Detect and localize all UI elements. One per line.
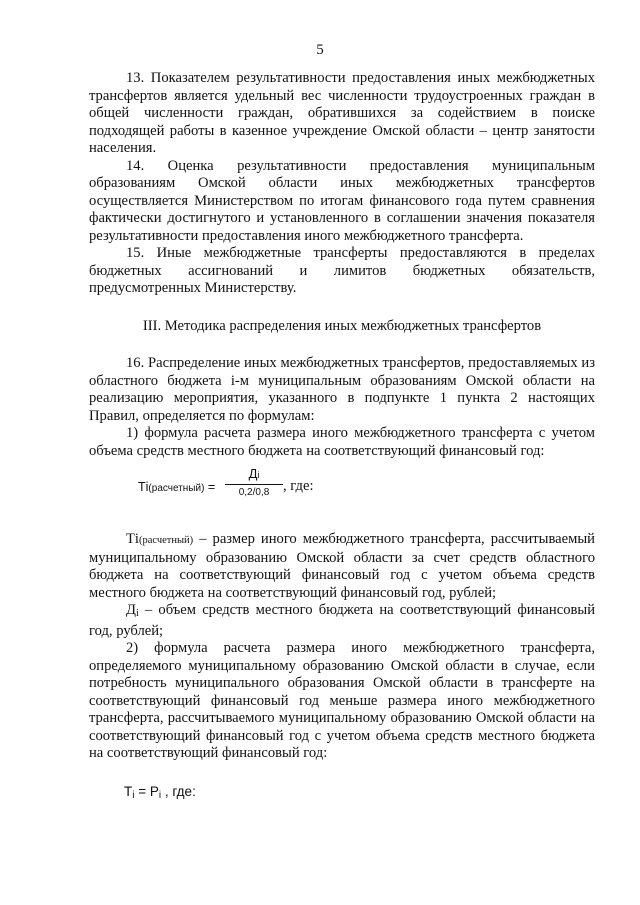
formula-1-tail: , где: — [283, 478, 314, 494]
formula-1-denominator: 0,2/0,8 — [238, 487, 270, 498]
definition-d-sub: i — [135, 608, 139, 619]
formula-2-lhs-sub: i — [132, 789, 135, 801]
formula-1-lhs — [138, 479, 215, 498]
formula-1-lhs-symbol: Тi — [138, 480, 149, 494]
definition-t-text: – размер иного межбюджетного трансферта, рассчитываемый муниципальному образованию Омской области за счет средств областного бюджета на соответствующий финансовый год с учетом объема средств местного бюджета на соответствующий финансовый год, рублей; — [89, 531, 595, 601]
formula-1-lhs-sub: (расчетный) — [148, 483, 205, 494]
item-1: 1) формула расчета размера иного межбюджетного трансферта с учетом объема средств местного бюджета на соответствующий финансовый год: — [89, 425, 595, 459]
fraction-bar — [225, 484, 283, 485]
paragraph-14: 14. Оценка результативности предоставления муниципальным образованиям Омской области иных межбюджетных трансфертов осуществляется Министерством по итогам финансового года путем сравнения фактически достигнутого и установленного в соглашении значения показателя результативности предоставления иного межбюджетного трансферта. — [89, 157, 595, 244]
definition-t-symbol: Тi — [126, 531, 139, 547]
paragraph-16: 16. Распределение иных межбюджетных трансфертов, предоставляемых из областного бюджета i-м муниципальным образованиям Омской области на реализацию мероприятия, указанного в подпункте 1 пункта 2 настоящих Правил, определяется по формулам: — [89, 355, 595, 424]
definition-d — [89, 602, 595, 640]
formula-2-tail: , где: — [161, 783, 196, 799]
formula-2 — [89, 783, 595, 805]
formula-2-equals: = Р — [134, 783, 159, 799]
page-number: 5 — [316, 42, 324, 58]
formula-1-equals: = — [204, 480, 216, 494]
item-2: 2) формула расчета размера иного межбюджетного трансферта, определяемого муниципальному образованию Омской области в случае, если потребность муниципального образования Омской области в трансферте на соответствующий финансовый год меньше размера иного межбюджетного трансферта, рассчитываемого муниципальному образованию Омской области на соответствующий финансовый год с учетом объема средств местного бюджета на соответствующий финансовый год: — [89, 640, 595, 761]
formula-1-fraction — [225, 465, 283, 499]
definition-t — [89, 531, 595, 602]
paragraph-13: 13. Показателем результативности предоставления иных межбюджетных трансфертов является удельный вес численности трудоустроенных граждан в общей численности граждан, обратившихся за содействием в поиске подходящей работы в казенное учреждение Омской области – центр занятости населения. — [89, 70, 595, 156]
formula-1-numerator-sub: i — [257, 470, 260, 480]
definition-d-text: – объем средств местного бюджета на соответствующий финансовый год, рублей; — [89, 602, 595, 639]
definition-t-sub: (расчетный) — [138, 535, 194, 546]
formula-1-numerator — [225, 465, 283, 483]
formula-2-lhs-symbol: Т — [124, 783, 133, 799]
definition-d-symbol: Д — [126, 602, 136, 618]
formula-2-rhs-sub: i — [158, 789, 162, 801]
formula-1-numerator-symbol: Д — [248, 466, 258, 481]
section-heading: III. Методика распределения иных межбюджетных трансфертов — [142, 317, 542, 334]
document-body — [89, 70, 595, 804]
paragraph-15: 15. Иные межбюджетные трансферты предоставляются в пределах бюджетных ассигнований и лимитов бюджетных обязательств, предусмотренных Министерству. — [89, 245, 595, 296]
formula-1 — [89, 465, 595, 505]
